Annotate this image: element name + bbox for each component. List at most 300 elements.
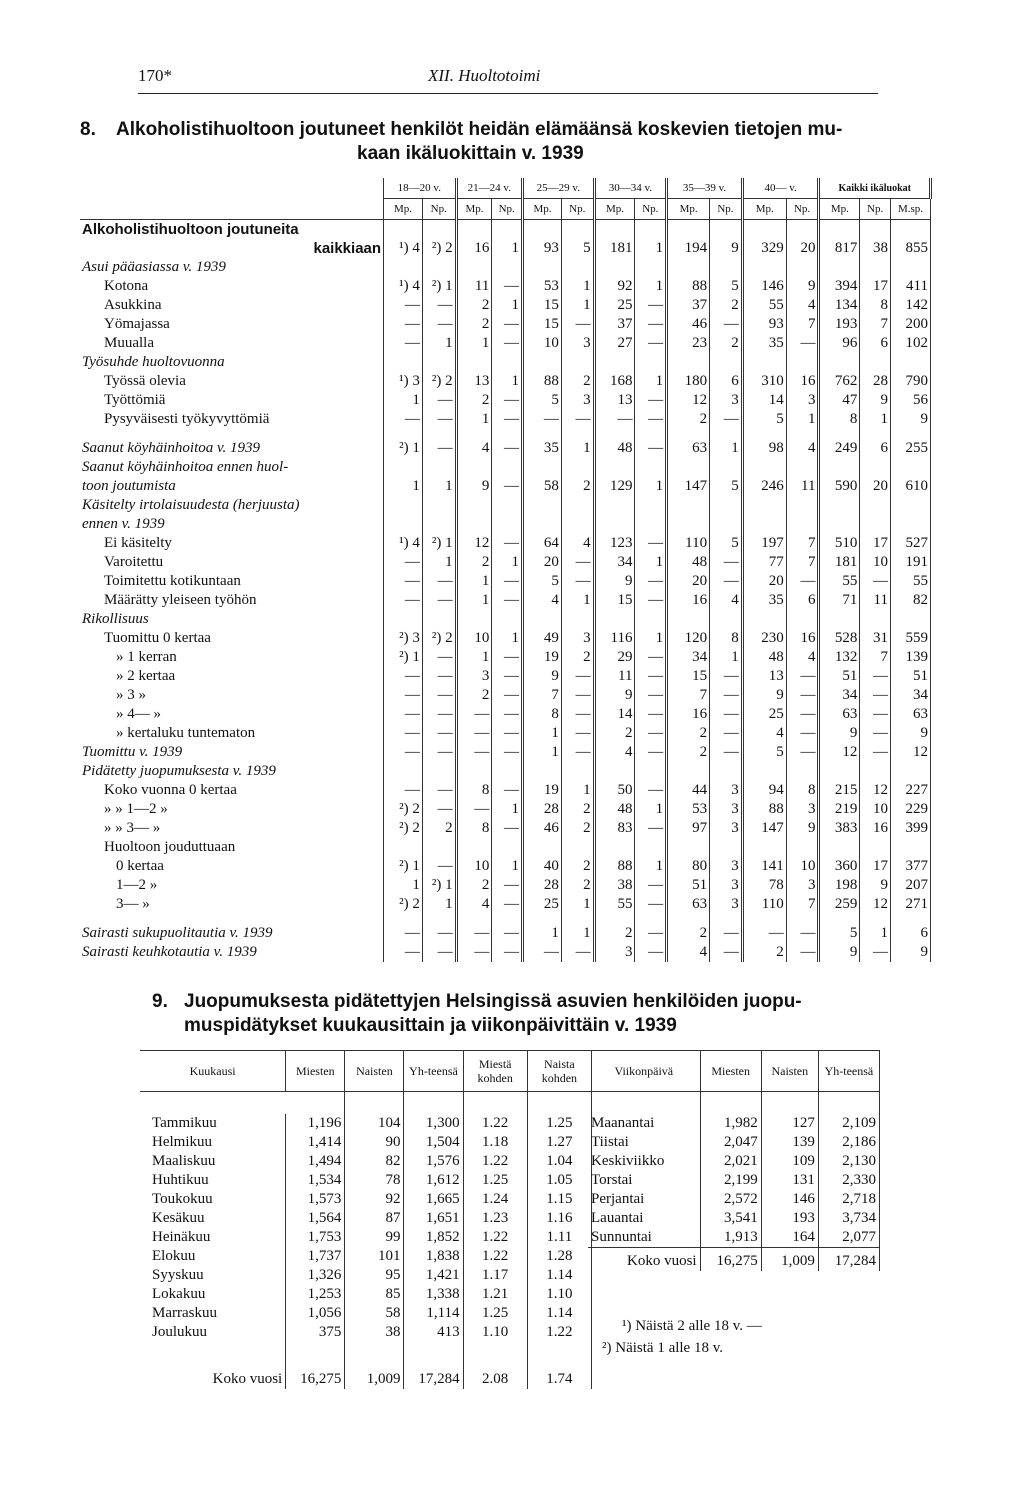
table8-cell: 15: [594, 591, 635, 610]
table8-cell: 48: [742, 648, 786, 667]
table8-row-label: 1—2 »: [80, 876, 384, 895]
table8-cell: [561, 220, 594, 240]
table8-cell: [786, 496, 819, 515]
table8: [80, 178, 932, 962]
table8-cell: 28: [523, 876, 562, 895]
table8-cell: [860, 515, 891, 534]
table8-row: [80, 534, 931, 553]
table8-cell: [523, 220, 562, 240]
table8-cell: [422, 515, 456, 534]
table8-row-label: Pidätetty juopumuksesta v. 1939: [80, 762, 384, 781]
table9-cell: 1,196: [286, 1114, 345, 1133]
table8-cell: [860, 258, 891, 277]
table8-cell: 168: [594, 372, 635, 391]
table8-cell: [742, 458, 786, 477]
table8-cell: [561, 458, 594, 477]
table8-row: [80, 762, 931, 781]
table8-cell: 110: [742, 895, 786, 914]
table8-cell: —: [635, 924, 667, 943]
table9-cell: 1,338: [404, 1285, 463, 1304]
table8-cell: —: [384, 334, 423, 353]
table8-cell: 92: [594, 277, 635, 296]
table8-row: [80, 876, 931, 895]
table8-cell: [890, 762, 930, 781]
weekday-cell: 2,572: [700, 1190, 761, 1209]
table8-cell: 255: [890, 439, 930, 458]
table8-row-label: Toimitettu kotikuntaan: [80, 572, 384, 591]
weekday-total-row: [588, 1248, 880, 1272]
table8-cell: 139: [890, 648, 930, 667]
table8-cell: [594, 610, 635, 629]
table8-cell: 411: [890, 277, 930, 296]
table8-cell: 8: [456, 781, 492, 800]
table8-cell: [456, 458, 492, 477]
table8-cell: [594, 515, 635, 534]
table8-cell: 16: [667, 591, 710, 610]
table9-total-cell: 16,275: [286, 1364, 345, 1389]
table8-cell: 6: [860, 439, 891, 458]
table8-cell: 55: [594, 895, 635, 914]
table8-cell: 37: [594, 315, 635, 334]
table8-cell: 5: [742, 743, 786, 762]
table8-cell: 4: [786, 439, 819, 458]
weekday-cell: 2,077: [818, 1228, 879, 1248]
table8-cell: 9: [860, 391, 891, 410]
table8-cell: 11: [860, 591, 891, 610]
table8-row-label: Sairasti sukupuolitautia v. 1939: [80, 924, 384, 943]
table8-cell: 3: [561, 629, 594, 648]
table8-row-label: Alkoholistihuoltoon joutuneita: [80, 220, 384, 240]
table8-cell: [561, 515, 594, 534]
table9-cell: 1.11: [527, 1228, 591, 1247]
table9-cell: 1.16: [527, 1209, 591, 1228]
table8-cell: 3: [786, 391, 819, 410]
table8-cell: 1: [422, 895, 456, 914]
table8-cell: —: [422, 943, 456, 962]
table8-cell: [456, 838, 492, 857]
table8-cell: —: [384, 924, 423, 943]
table8-cell: [742, 496, 786, 515]
chapter-title: XII. Huoltotoimi: [428, 66, 541, 85]
table8-cell: —: [786, 724, 819, 743]
table8-row: [80, 515, 931, 534]
table8-cell: 207: [890, 876, 930, 895]
table8-cell: [523, 515, 562, 534]
table8-row: [80, 239, 931, 258]
table8-cell: 249: [819, 439, 860, 458]
weekday-column-header: Yh-teensä: [818, 1051, 879, 1092]
table8-cell: 2: [422, 819, 456, 838]
table9-month-row: [140, 1114, 592, 1133]
table8-row-label: » 4— »: [80, 705, 384, 724]
table8-cell: 4: [456, 895, 492, 914]
table8-row: [80, 924, 931, 943]
table8-cell: 51: [667, 876, 710, 895]
table8-cell: 5: [819, 924, 860, 943]
table8-cell: 146: [742, 277, 786, 296]
table8-cell: 25: [594, 296, 635, 315]
table8-cell: —: [422, 591, 456, 610]
table8-cell: [635, 515, 667, 534]
table8-cell: —: [492, 591, 523, 610]
table8-cell: 25: [742, 705, 786, 724]
table8-cell: [594, 496, 635, 515]
table8-cell: —: [492, 391, 523, 410]
table9-gap-cell: [345, 1092, 404, 1115]
table8-cell: —: [860, 724, 891, 743]
table9-cell: 1,564: [286, 1209, 345, 1228]
table9-total-cell: 2.08: [463, 1364, 527, 1389]
table8-cell: 1: [561, 296, 594, 315]
table8-cell: 17: [860, 534, 891, 553]
table9-cell: 1.27: [527, 1133, 591, 1152]
table8-cell: 147: [742, 819, 786, 838]
table8-row-label: Tuomittu v. 1939: [80, 743, 384, 762]
table9-month-label: Maaliskuu: [140, 1152, 286, 1171]
table8-cell: —: [561, 724, 594, 743]
weekday-label: Torstai: [588, 1171, 700, 1190]
table9-gap-cell: [345, 1342, 404, 1364]
table8-cell: —: [635, 648, 667, 667]
table8-cell: 63: [667, 439, 710, 458]
table9-month-row: [140, 1304, 592, 1323]
table9-month-label: Toukokuu: [140, 1190, 286, 1209]
table8-cell: —: [710, 553, 743, 572]
table8-cell: —: [710, 743, 743, 762]
table8-row: [80, 353, 931, 372]
table9-cell: 1,421: [404, 1266, 463, 1285]
table8-cell: [819, 220, 860, 240]
table8-cell: [860, 429, 891, 439]
table9-gap-cell: [463, 1092, 527, 1115]
table8-cell: —: [492, 724, 523, 743]
table8-cell: 3: [710, 857, 743, 876]
table8-cell: 10: [456, 629, 492, 648]
table8-cell: 197: [742, 534, 786, 553]
table8-cell: [819, 515, 860, 534]
table9-gap-row: [140, 1342, 592, 1364]
table8-cell: 1: [523, 724, 562, 743]
table8-cell: [523, 458, 562, 477]
table8-cell: 1: [710, 648, 743, 667]
table9-cell: 92: [345, 1190, 404, 1209]
table8-cell: 7: [786, 534, 819, 553]
table8-cell: 8: [819, 410, 860, 429]
table8-cell: [635, 353, 667, 372]
table8-cell: [456, 496, 492, 515]
table8-age-group-header: Kaikki ikäluokat: [819, 178, 931, 199]
table8-cell: —: [786, 686, 819, 705]
table8-cell: —: [635, 743, 667, 762]
table8-cell: —: [561, 572, 594, 591]
table9-cell: 1.23: [463, 1209, 527, 1228]
table8-row: [80, 743, 931, 762]
table8-age-group-header: 25—29 v.: [523, 178, 595, 199]
table9-cell: 1.25: [463, 1171, 527, 1190]
table8-cell: —: [422, 391, 456, 410]
table8-cell: 5: [523, 572, 562, 591]
weekday-cell: 1,913: [700, 1228, 761, 1248]
table9-gap-cell: [404, 1092, 463, 1115]
table8-cell: 6: [786, 591, 819, 610]
table8-age-group-header: 30—34 v.: [594, 178, 667, 199]
table8-cell: [594, 220, 635, 240]
table8-cell: 1: [860, 410, 891, 429]
table9-month-label: Tammikuu: [140, 1114, 286, 1133]
table8-row-label: Kotona: [80, 277, 384, 296]
table8-cell: —: [422, 296, 456, 315]
table8-cell: 47: [819, 391, 860, 410]
table8-cell: [667, 762, 710, 781]
table8-cell: [456, 914, 492, 924]
table9-cell: 1,534: [286, 1171, 345, 1190]
table8-cell: 10: [860, 800, 891, 819]
table9-cell: 1.28: [527, 1247, 591, 1266]
table9-cell: 90: [345, 1133, 404, 1152]
table8-cell: 34: [594, 553, 635, 572]
table8-cell: 55: [890, 572, 930, 591]
table9-cell: 1,651: [404, 1209, 463, 1228]
table8-row: [80, 410, 931, 429]
table8-cell: [667, 220, 710, 240]
table9-month-row: [140, 1266, 592, 1285]
table8-cell: 377: [890, 857, 930, 876]
table8-cell: [523, 496, 562, 515]
table9-cell: 1.22: [527, 1323, 591, 1342]
table8-row: [80, 220, 931, 240]
table8-row-label: Saanut köyhäinhoitoa v. 1939: [80, 439, 384, 458]
weekday-cell: 127: [761, 1114, 818, 1133]
weekday-cell: 146: [761, 1190, 818, 1209]
table9-number: 9.: [152, 991, 168, 1012]
table9-weekdays: [588, 1050, 880, 1271]
table8-cell: —: [742, 924, 786, 943]
table8-cell: 1: [635, 553, 667, 572]
weekday-row: [588, 1171, 880, 1190]
table8-cell: [860, 458, 891, 477]
table8-cell: 259: [819, 895, 860, 914]
table9-month-row: [140, 1152, 592, 1171]
table8-cell: 63: [667, 895, 710, 914]
table8-cell: —: [492, 277, 523, 296]
table8-row-label: » » 1—2 »: [80, 800, 384, 819]
table9-column-header: Kuukausi: [140, 1051, 286, 1092]
table8-cell: —: [710, 705, 743, 724]
table8-cell: 78: [742, 876, 786, 895]
table8-cell: 1: [561, 924, 594, 943]
table8-cell: 5: [523, 391, 562, 410]
table8-cell: [384, 458, 423, 477]
table8-cell: [710, 515, 743, 534]
weekday-cell: 164: [761, 1228, 818, 1248]
table8-cell: ²) 1: [384, 648, 423, 667]
table8-cell: [635, 429, 667, 439]
table8-cell: 4: [561, 534, 594, 553]
table8-cell: 20: [742, 572, 786, 591]
table8-cell: 527: [890, 534, 930, 553]
weekday-column-header: Naisten: [761, 1051, 818, 1092]
table8-cell: 2: [667, 724, 710, 743]
table8-cell: [860, 610, 891, 629]
table8-cell: —: [492, 572, 523, 591]
table9-cell: 99: [345, 1228, 404, 1247]
table9-month-label: Syyskuu: [140, 1266, 286, 1285]
table9-cell: 1.22: [463, 1247, 527, 1266]
table8-cell: 6: [860, 334, 891, 353]
table8-cell: 14: [742, 391, 786, 410]
table8-cell: [890, 220, 930, 240]
table8-cell: [492, 429, 523, 439]
table8-row: [80, 296, 931, 315]
table8-cell: 27: [594, 334, 635, 353]
table8-cell: 4: [786, 648, 819, 667]
table8-cell: 2: [742, 943, 786, 962]
table8-cell: 1: [635, 372, 667, 391]
table8-cell: —: [860, 943, 891, 962]
table8-cell: [710, 914, 743, 924]
weekday-label: Tiistai: [588, 1133, 700, 1152]
table8-cell: 93: [523, 239, 562, 258]
weekday-gap-cell: [818, 1092, 879, 1115]
table8-cell: [710, 458, 743, 477]
table8-cell: 9: [594, 572, 635, 591]
table8-cell: ²) 3: [384, 629, 423, 648]
table8-cell: [422, 838, 456, 857]
table8-cell: —: [422, 857, 456, 876]
table8-cell: —: [635, 315, 667, 334]
table8-cell: [667, 258, 710, 277]
table8-cell: 2: [667, 410, 710, 429]
table9-total-cell: 17,284: [404, 1364, 463, 1389]
table9-month-label: Heinäkuu: [140, 1228, 286, 1247]
table8-row: [80, 838, 931, 857]
table8-cell: [667, 458, 710, 477]
table8-cell: —: [492, 705, 523, 724]
table9-cell: 1,414: [286, 1133, 345, 1152]
table8-cell: [890, 496, 930, 515]
table9-cell: 1.24: [463, 1190, 527, 1209]
table8-cell: 53: [523, 277, 562, 296]
table8-cell: 1: [422, 477, 456, 496]
weekday-label: Lauantai: [588, 1209, 700, 1228]
weekday-cell: 2,109: [818, 1114, 879, 1133]
table8-cell: [710, 496, 743, 515]
weekday-cell: 2,130: [818, 1152, 879, 1171]
table8-cell: —: [635, 895, 667, 914]
table8-cell: 93: [742, 315, 786, 334]
table8-cell: —: [710, 667, 743, 686]
table8-cell: [635, 258, 667, 277]
table8-cell: [523, 258, 562, 277]
weekday-cell: 2,047: [700, 1133, 761, 1152]
table9-month-row: [140, 1247, 592, 1266]
table9-total-row: [140, 1364, 592, 1389]
table8-cell: —: [710, 943, 743, 962]
table8-cell: —: [422, 724, 456, 743]
table8-cell: 48: [594, 439, 635, 458]
table8-cell: —: [523, 410, 562, 429]
table8-cell: 141: [742, 857, 786, 876]
weekday-gap-cell: [761, 1092, 818, 1115]
table8-spacer-row: [80, 429, 931, 439]
table8-cell: 96: [819, 334, 860, 353]
table8-cell: ¹) 4: [384, 277, 423, 296]
table8-cell: 12: [819, 743, 860, 762]
table8-cell: 3: [710, 876, 743, 895]
table8-cell: [786, 258, 819, 277]
table8-cell: 1: [492, 857, 523, 876]
table8-cell: [635, 838, 667, 857]
table8-cell: [710, 258, 743, 277]
table8-cell: —: [384, 553, 423, 572]
table8-cell: 110: [667, 534, 710, 553]
table8-row-label: 0 kertaa: [80, 857, 384, 876]
table8-cell: 88: [523, 372, 562, 391]
table8-cell: 88: [667, 277, 710, 296]
table8-cell: 142: [890, 296, 930, 315]
table8-cell: 12: [860, 781, 891, 800]
table8-cell: 3: [561, 391, 594, 410]
weekday-cell: 139: [761, 1133, 818, 1152]
table8-cell: 120: [667, 629, 710, 648]
weekday-total-cell: 1,009: [761, 1248, 818, 1272]
table8-cell: 7: [860, 315, 891, 334]
table8-cell: [635, 458, 667, 477]
table8-cell: 5: [710, 277, 743, 296]
table8-cell: —: [422, 686, 456, 705]
table8-cell: —: [492, 743, 523, 762]
table8-cell: 38: [860, 239, 891, 258]
table8-cell: —: [492, 315, 523, 334]
table8-cell: 1: [561, 591, 594, 610]
table8-cell: 55: [742, 296, 786, 315]
table9-gap-cell: [286, 1092, 345, 1115]
table8-cell: —: [456, 943, 492, 962]
table8-cell: 310: [742, 372, 786, 391]
table8-cell: 1: [422, 553, 456, 572]
table8-cell: —: [860, 743, 891, 762]
table8-cell: 5: [742, 410, 786, 429]
table8-cell: 116: [594, 629, 635, 648]
table8-cell: [819, 610, 860, 629]
table8-cell: [456, 610, 492, 629]
table8-cell: 10: [860, 553, 891, 572]
table8-row-label: Pysyväisesti työkyvyttömiä: [80, 410, 384, 429]
table8-cell: ²) 2: [384, 819, 423, 838]
table8-spacer-row: [80, 914, 931, 924]
weekday-row: [588, 1114, 880, 1133]
table8-cell: 98: [742, 439, 786, 458]
table8-cell: [561, 353, 594, 372]
table9-cell: 1.18: [463, 1133, 527, 1152]
table8-cell: 129: [594, 477, 635, 496]
table8-cell: [819, 353, 860, 372]
table8-cell: 394: [819, 277, 860, 296]
table8-cell: 1: [561, 781, 594, 800]
table8-cell: [594, 838, 635, 857]
table8-cell: 3: [786, 800, 819, 819]
table8-cell: —: [492, 477, 523, 496]
table8-cell: 35: [742, 334, 786, 353]
table9-cell: 1.25: [463, 1304, 527, 1323]
table8-sex-header: Np.: [422, 199, 456, 220]
table8-cell: 15: [523, 315, 562, 334]
table8-row-label: » 3 »: [80, 686, 384, 705]
table9-cell: 1.14: [527, 1266, 591, 1285]
table8-row: [80, 258, 931, 277]
table8-cell: [860, 914, 891, 924]
table8-row-label: Saanut köyhäinhoitoa ennen huol-: [80, 458, 384, 477]
